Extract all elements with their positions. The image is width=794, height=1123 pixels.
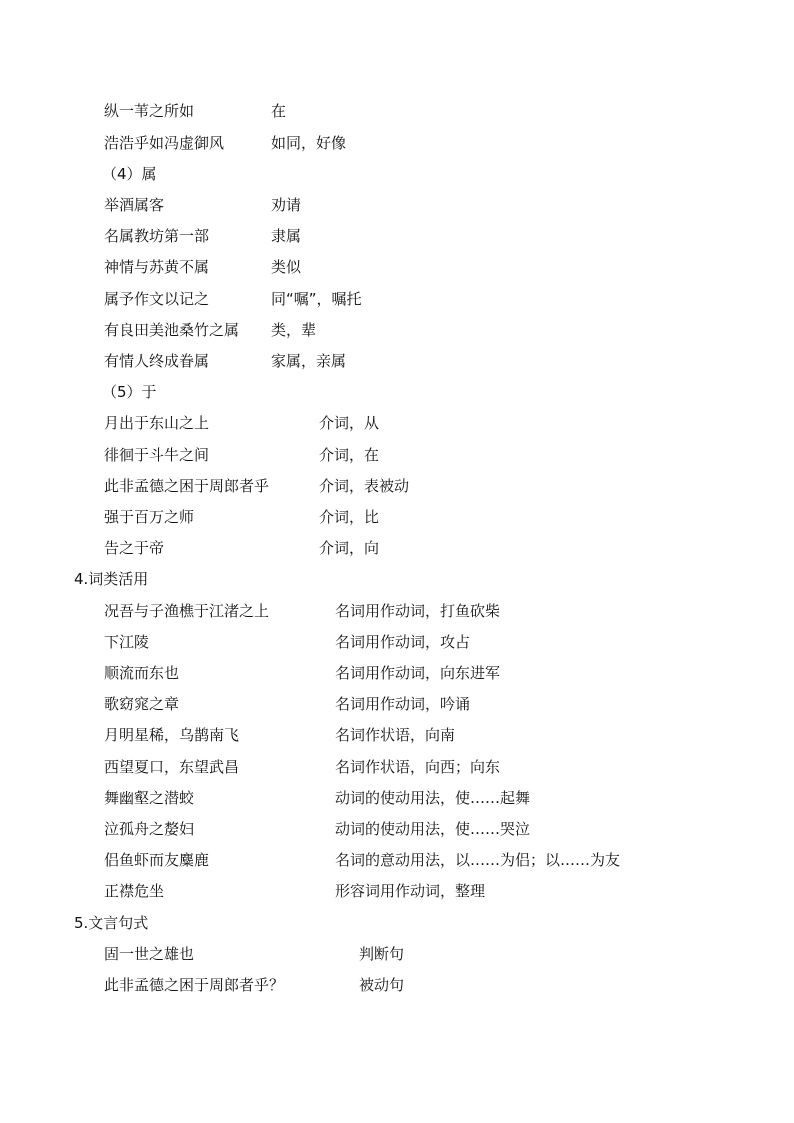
entry-meaning: 如同，好像 <box>271 134 347 152</box>
entry-meaning: 被动句 <box>359 976 405 994</box>
entry-meaning: 家属，亲属 <box>271 352 347 370</box>
entry-phrase: 告之于帝 <box>104 539 165 557</box>
section-5-title: 5.文言句式 <box>74 914 149 932</box>
entry-phrase: 浩浩乎如冯虚御风 <box>104 134 225 152</box>
entry-phrase: 况吾与子渔樵于江渚之上 <box>104 602 270 620</box>
subheading-4: （4）属 <box>102 165 157 183</box>
entry-phrase: 月出于东山之上 <box>104 414 210 432</box>
entry-phrase: 纵一苇之所如 <box>104 102 195 120</box>
entry-meaning: 在 <box>271 102 287 120</box>
entry-phrase: 神情与苏黄不属 <box>104 258 210 276</box>
entry-phrase: 此非孟德之困于周郎者乎？ <box>104 976 285 994</box>
entry-phrase: 举酒属客 <box>104 196 165 214</box>
entry-meaning: 名词用作动词，吟诵 <box>335 695 471 713</box>
entry-meaning: 介词，表被动 <box>319 477 410 495</box>
entry-phrase: 月明星稀，乌鹊南飞 <box>104 726 240 744</box>
entry-meaning: 类，辈 <box>271 321 317 339</box>
entry-phrase: 名属教坊第一部 <box>104 227 210 245</box>
entry-phrase: 有情人终成眷属 <box>104 352 210 370</box>
entry-meaning: 类似 <box>271 258 302 276</box>
entry-phrase: 此非孟德之困于周郎者乎 <box>104 477 270 495</box>
section-4-title: 4.词类活用 <box>74 570 149 588</box>
entry-meaning: 名词用作动词，攻占 <box>335 633 471 651</box>
entry-meaning: 名词用作动词，打鱼砍柴 <box>335 602 501 620</box>
entry-phrase: 固一世之雄也 <box>104 945 195 963</box>
entry-phrase: 西望夏口，东望武昌 <box>104 758 240 776</box>
entry-phrase: 侣鱼虾而友麋鹿 <box>104 851 210 869</box>
entry-phrase: 舞幽壑之潜蛟 <box>104 789 195 807</box>
entry-meaning: 介词，向 <box>319 539 380 557</box>
entry-meaning: 动词的使动用法，使……哭泣 <box>335 820 531 838</box>
entry-meaning: 名词作状语，向西；向东 <box>335 758 501 776</box>
entry-phrase: 泣孤舟之嫠妇 <box>104 820 195 838</box>
entry-meaning: 隶属 <box>271 227 302 245</box>
entry-phrase: 徘徊于斗牛之间 <box>104 446 210 464</box>
entry-meaning: 介词，比 <box>319 508 380 526</box>
entry-phrase: 属予作文以记之 <box>104 290 210 308</box>
entry-meaning: 名词作状语，向南 <box>335 726 456 744</box>
entry-meaning: 名词用作动词，向东进军 <box>335 664 501 682</box>
entry-phrase: 顺流而东也 <box>104 664 180 682</box>
entry-meaning: 名词的意动用法，以……为侣；以……为友 <box>335 851 621 869</box>
entry-meaning: 判断句 <box>359 945 405 963</box>
entry-meaning: 动词的使动用法，使……起舞 <box>335 789 531 807</box>
entry-phrase: 歌窈窕之章 <box>104 695 180 713</box>
entry-meaning: 介词，从 <box>319 414 380 432</box>
entry-phrase: 强于百万之师 <box>104 508 195 526</box>
entry-meaning: 同“嘱”，嘱托 <box>271 290 362 308</box>
entry-phrase: 有良田美池桑竹之属 <box>104 321 240 339</box>
entry-meaning: 形容词用作动词，整理 <box>335 882 486 900</box>
entry-phrase: 正襟危坐 <box>104 882 165 900</box>
entry-phrase: 下江陵 <box>104 633 150 651</box>
subheading-5: （5）于 <box>102 383 157 401</box>
entry-meaning: 劝请 <box>271 196 302 214</box>
entry-meaning: 介词，在 <box>319 446 380 464</box>
